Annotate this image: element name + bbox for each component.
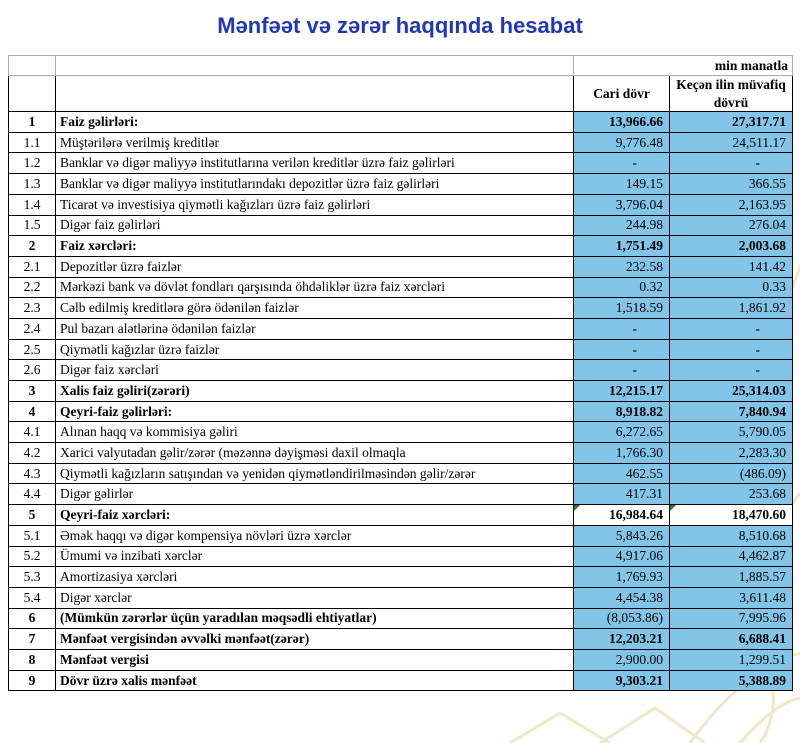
value-previous-period [670,484,793,505]
row-number: 1.3 [9,174,56,195]
table-row [9,298,793,319]
value-text: 1,861.92 [738,300,787,316]
value-text: 27,317.71 [732,113,787,129]
table-row [9,587,793,608]
value-current-period [574,112,670,133]
value-current-period [574,132,670,153]
value-text: 7,840.94 [738,403,787,419]
table-row [9,463,793,484]
value-previous-period [670,174,793,195]
value-current-period [574,236,670,257]
value-previous-period [670,194,793,215]
row-label: Xarici valyutadan gəlir/zərər (məzənnə dəyişməsi daxil olmaqla [56,443,574,464]
row-label: Digər faiz gəlirləri [56,215,574,236]
value-current-period [574,422,670,443]
col-header-current-period: Cari dövr [574,76,670,112]
value-text: 8,918.82 [615,403,663,419]
header-row [9,76,793,112]
value-previous-period [670,649,793,670]
value-text: 9,303.21 [615,672,663,688]
table-row [9,649,793,670]
value-text: - [632,362,637,378]
row-label: Ticarət və investisiya qiymətli kağızları üzrə faiz gəlirləri [56,194,574,215]
value-text: 141.42 [748,258,787,274]
header-desc-cell [56,76,574,112]
value-text: - [755,320,761,336]
row-number: 2.1 [9,256,56,277]
table-row [9,525,793,546]
value-current-period [574,256,670,277]
value-previous-period [670,132,793,153]
row-label: Banklar və digər maliyyə institutlarına verilən kreditlər üzrə faiz gəlirləri [56,153,574,174]
value-text: 1,299.51 [738,651,787,667]
excel-warning-marker-icon [670,505,676,511]
value-text: 2,283.30 [738,444,787,460]
row-label: Banklar və digər maliyyə institutlarındakı depozitlər üzrə faiz gəlirləri [56,174,574,195]
value-text: 4,454.38 [615,589,663,605]
value-previous-period [670,463,793,484]
row-label: Digər xərclər [56,587,574,608]
row-number: 3 [9,381,56,402]
row-label: Qiymətli kağızlar üzrə faizlər [56,339,574,360]
value-current-period [574,567,670,588]
value-previous-period [670,670,793,691]
value-text: 16,984.64 [609,507,663,522]
table-row [9,401,793,422]
table-body [9,112,793,691]
excel-warning-marker-icon [574,505,580,511]
table-row [9,608,793,629]
row-number: 1 [9,112,56,133]
row-number: 1.5 [9,215,56,236]
value-text: 5,388.89 [738,672,787,688]
row-number: 2.2 [9,277,56,298]
table-row [9,670,793,691]
row-label: Dövr üzrə xalis mənfəət [56,670,574,691]
row-number: 2 [9,236,56,257]
value-current-period [574,360,670,381]
value-previous-period [670,608,793,629]
row-label: Cəlb edilmiş kreditlərə görə ödənilən faizlər [56,298,574,319]
table-row [9,339,793,360]
value-text: 1,766.30 [615,444,663,460]
value-text: (8,053.86) [606,610,663,626]
unit-note: min manatla [574,56,793,76]
value-current-period [574,174,670,195]
row-number: 2.3 [9,298,56,319]
row-number: 4.4 [9,484,56,505]
value-previous-period [670,587,793,608]
value-previous-period [670,546,793,567]
row-label: Qeyri-faiz xərcləri: [56,505,574,526]
row-label: Əmək haqqı və digər kompensiya növləri üzrə xərclər [56,525,574,546]
value-current-period [574,463,670,484]
table-row [9,484,793,505]
value-text: 6,272.65 [615,424,663,440]
page-title: Mənfəət və zərər haqqında hesabat [217,13,583,38]
table-row [9,132,793,153]
table-row [9,174,793,195]
value-text: 12,203.21 [609,631,663,647]
value-text: 7,995.96 [738,610,787,626]
value-text: - [632,320,637,336]
value-text: 1,751.49 [615,238,663,254]
value-previous-period [670,381,793,402]
row-number: 5 [9,505,56,526]
value-previous-period [670,236,793,257]
value-text: - [632,155,637,171]
table-row [9,629,793,650]
table-row [9,236,793,257]
value-previous-period [670,422,793,443]
value-current-period [574,587,670,608]
value-current-period [574,153,670,174]
table-row [9,443,793,464]
value-text: - [755,341,761,357]
table-row [9,567,793,588]
value-current-period [574,505,670,526]
value-text: 24,511.17 [732,134,787,150]
value-text: 417.31 [625,486,663,502]
row-number: 5.4 [9,587,56,608]
row-label: Faiz xərcləri: [56,236,574,257]
value-text: 1,518.59 [615,300,663,316]
table-row [9,318,793,339]
value-previous-period [670,318,793,339]
row-label: Alınan haqq və kommisiya gəliri [56,422,574,443]
row-label: Mənfəət vergisi [56,649,574,670]
value-text: 25,314.03 [732,382,787,398]
header-num-cell [9,76,56,112]
row-label: Qeyri-faiz gəlirləri: [56,401,574,422]
table-row [9,194,793,215]
row-number: 2.4 [9,318,56,339]
value-current-period [574,298,670,319]
value-text: - [755,362,761,378]
row-number: 6 [9,608,56,629]
row-label: Xalis faiz gəliri(zərəri) [56,381,574,402]
table-row [9,256,793,277]
value-text: 244.98 [625,217,663,233]
unit-row [9,56,793,76]
value-text: - [632,341,637,357]
value-previous-period [670,360,793,381]
row-number: 1.2 [9,153,56,174]
value-text: 0.32 [639,279,663,295]
table-row [9,381,793,402]
value-text: 149.15 [625,176,663,191]
row-label: Ümumi və inzibati xərclər [56,546,574,567]
value-text: 13,966.66 [609,113,663,129]
value-current-period [574,339,670,360]
row-label: Mərkəzi bank və dövlət fondları qarşısında öhdəliklər üzrə faiz xərcləri [56,277,574,298]
value-text: 6,688.41 [738,631,787,647]
value-previous-period [670,443,793,464]
value-current-period [574,484,670,505]
value-text: 4,462.87 [738,548,787,564]
value-text: - [755,155,761,171]
value-previous-period [670,298,793,319]
profit-loss-table [8,55,793,691]
row-label: Qiymətli kağızların satışından və yenidən qiymətləndirilməsindən gəlir/zərər [56,463,574,484]
value-text: 2,163.95 [738,196,787,212]
value-current-period [574,401,670,422]
value-previous-period [670,215,793,236]
value-text: 366.55 [748,176,787,191]
value-text: 4,917.06 [615,548,663,564]
row-number: 7 [9,629,56,650]
value-current-period [574,608,670,629]
row-label: Amortizasiya xərcləri [56,567,574,588]
row-label: (Mümkün zərərlər üçün yaradılan məqsədli ehtiyatlar) [56,608,574,629]
row-number: 8 [9,649,56,670]
row-number: 5.3 [9,567,56,588]
value-current-period [574,277,670,298]
value-previous-period [670,153,793,174]
value-previous-period [670,525,793,546]
table-row [9,546,793,567]
value-current-period [574,649,670,670]
value-previous-period [670,505,793,526]
value-current-period [574,194,670,215]
table-row [9,153,793,174]
row-number: 5.1 [9,525,56,546]
value-current-period [574,381,670,402]
row-number: 4.1 [9,422,56,443]
value-text: 3,611.48 [739,589,787,605]
col-header-previous-period: Keçən ilin müvafiq dövrü [670,76,793,112]
row-label: Pul bazarı alətlərinə ödənilən faizlər [56,318,574,339]
value-current-period [574,546,670,567]
row-label: Mənfəət vergisindən əvvəlki mənfəət(zərər) [56,629,574,650]
row-label: Faiz gəlirləri: [56,112,574,133]
value-previous-period [670,567,793,588]
table-row [9,277,793,298]
value-text: 253.68 [748,486,787,502]
value-previous-period [670,339,793,360]
value-current-period [574,215,670,236]
value-previous-period [670,629,793,650]
value-text: 1,885.57 [738,569,787,585]
value-current-period [574,629,670,650]
row-number: 5.2 [9,546,56,567]
row-label: Depozitlər üzrə faizlər [56,256,574,277]
row-number: 9 [9,670,56,691]
value-text: 8,510.68 [738,527,787,543]
row-label: Müştərilərə verilmiş kreditlər [56,132,574,153]
value-text: 2,900.00 [615,651,663,667]
row-number: 2.6 [9,360,56,381]
value-text: 3,796.04 [615,196,663,212]
value-previous-period [670,277,793,298]
unit-row-num-cell [9,56,56,76]
value-text: 12,215.17 [609,382,663,398]
value-text: 5,843.26 [615,527,663,543]
table-row [9,505,793,526]
unit-row-desc-cell [56,56,574,76]
value-text: 276.04 [748,217,787,233]
value-previous-period [670,256,793,277]
table-row [9,215,793,236]
value-current-period [574,443,670,464]
value-text: 18,470.60 [732,507,787,522]
row-number: 4.3 [9,463,56,484]
table-row [9,422,793,443]
row-number: 4.2 [9,443,56,464]
value-text: 1,769.93 [615,569,663,585]
table-row [9,360,793,381]
row-label: Digər faiz xərcləri [56,360,574,381]
value-current-period [574,525,670,546]
value-text: 5,790.05 [738,424,787,440]
value-previous-period [670,401,793,422]
value-text: 2,003.68 [738,238,787,254]
row-number: 1.4 [9,194,56,215]
value-text: 9,776.48 [615,134,663,150]
value-text: (486.09) [739,465,787,481]
value-text: 0.33 [762,279,787,295]
value-current-period [574,670,670,691]
value-text: 232.58 [625,258,663,274]
value-previous-period [670,112,793,133]
table-row [9,112,793,133]
value-current-period [574,318,670,339]
row-label: Digər gəlirlər [56,484,574,505]
row-number: 2.5 [9,339,56,360]
value-text: 462.55 [625,465,663,481]
row-number: 1.1 [9,132,56,153]
row-number: 4 [9,401,56,422]
